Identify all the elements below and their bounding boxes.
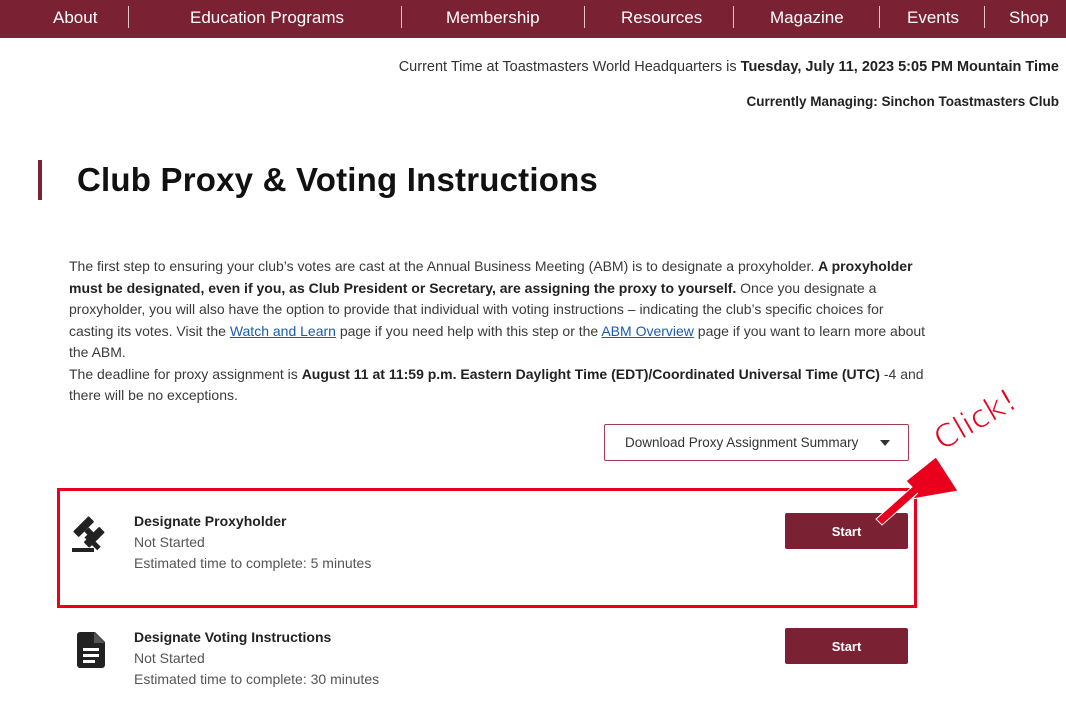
task-estimate: Estimated time to complete: 5 minutes [134,555,372,571]
deadline-bold-text: August 11 at 11:59 p.m. Eastern Daylight Time (EDT)/Coordinated Universal Time (UTC) [301,365,880,382]
watch-and-learn-link[interactable]: Watch and Learn [229,322,336,339]
nav-item-resources[interactable]: Resources [621,8,703,27]
intro-paragraph [69,256,929,407]
download-proxy-summary-dropdown[interactable] [604,424,909,461]
gavel-icon [70,516,110,559]
nav-divider [128,6,129,28]
nav-item-shop[interactable]: Shop [1009,8,1049,27]
click-annotation-text: Click! [927,380,1024,458]
nav-item-magazine[interactable]: Magazine [770,8,844,27]
current-time-line [399,59,1059,75]
title-accent-bar [38,160,42,200]
nav-item-about[interactable]: About [53,8,98,27]
nav-divider [879,6,880,28]
start-designate-proxyholder-button[interactable]: Start [785,513,908,549]
top-nav [0,0,1066,38]
document-icon [77,632,105,673]
nav-item-education-programs[interactable]: Education Programs [190,8,345,27]
task-status: Not Started [134,534,205,550]
task-estimate: Estimated time to complete: 30 minutes [134,671,380,687]
nav-divider [584,6,585,28]
page-title: Club Proxy & Voting Instructions [77,161,598,198]
intro-bold-text: A proxyholder must be designated, even if you, as Club President or Secretary, are assigning the proxy to yourself. [69,258,913,296]
intro-text: page if you need help with this step or the [335,322,602,339]
current-time-value: Tuesday, July 11, 2023 5:05 PM Mountain Time [740,59,1059,75]
task-title-designate-voting-instructions: Designate Voting Instructions [134,629,332,645]
task-status: Not Started [134,650,205,666]
download-label: Download Proxy Assignment Summary [625,435,859,450]
nav-divider [733,6,734,28]
deadline-text: -4 and there will be no exceptions. [69,365,924,403]
nav-divider [401,6,402,28]
nav-divider [984,6,985,28]
arrow-annotation-icon [870,455,970,535]
deadline-text: The deadline for proxy assignment is [69,365,302,382]
intro-text: The first step to ensuring your club’s votes are cast at the Annual Business Meeting (ABM) is to designate a proxyholder. [69,258,819,274]
task-title-designate-proxyholder: Designate Proxyholder [134,513,287,529]
abm-overview-link[interactable]: ABM Overview [601,322,694,339]
caret-down-icon [880,440,890,446]
current-time-label: Current Time at Toastmasters World Headquarters is [398,59,741,75]
start-voting-instructions-button[interactable]: Start [785,628,908,664]
intro-text: Once you designate a proxyholder, you will also have the option to provide that individual with voting instructions – indicating the club’s specific choices for casting its votes. Visit the [69,279,884,339]
intro-text: page if you want to learn more about the ABM. [69,322,926,360]
nav-item-membership[interactable]: Membership [446,8,540,27]
nav-item-events[interactable]: Events [907,8,959,27]
currently-managing: Currently Managing: Sinchon Toastmasters Club [746,94,1059,109]
